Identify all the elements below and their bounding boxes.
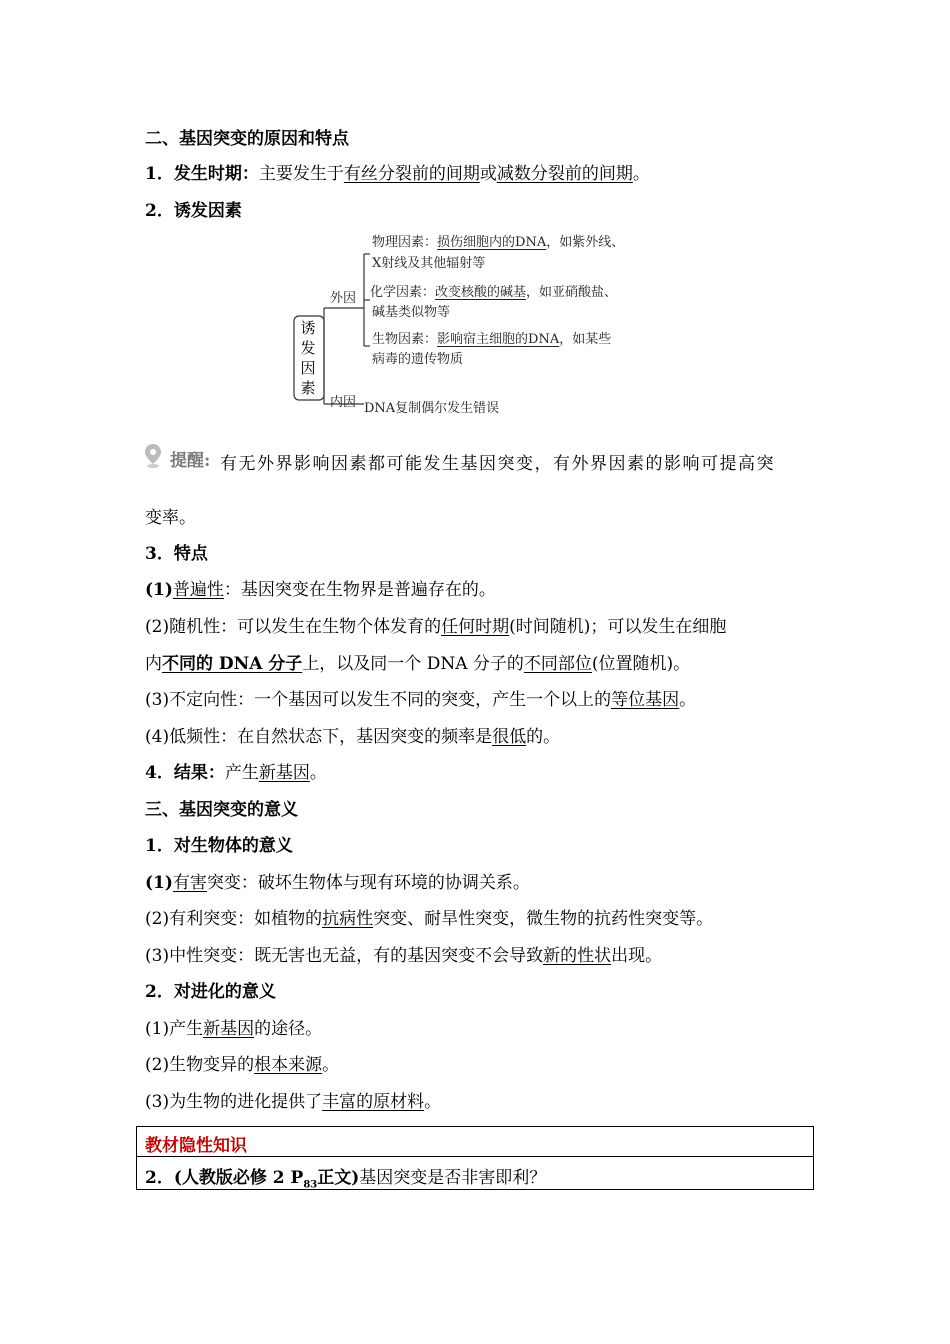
inducing-factors-title: 2．诱发因素 [145, 201, 242, 221]
physical-factor: 物理因素：损伤细胞内的DNA，如紫外线、 [372, 235, 625, 250]
tip-text-line1: 有无外界影响因素都可能发生基因突变，有外界因素的影响可提高突 [220, 454, 775, 474]
box-question: 2．(人教版必修 2 $P_{83}$正文)基因突变是否非害即利？ [145, 1168, 547, 1191]
evolution-point-3: (3)为生物的进化提供了丰富的原材料。 [145, 1092, 442, 1112]
feature-nondirectional: (3)不定向性：一个基因可以发生不同的突变，产生一个以上的等位基因。 [145, 690, 697, 710]
occurrence-label: 1．发生时期： [145, 164, 259, 184]
nondirectional-key: 等位基因 [611, 690, 680, 710]
inner-cause-text: DNA复制偶尔发生错误 [364, 401, 500, 416]
randomness-key-site: 不同部位 [523, 654, 592, 674]
evolution-key-1: 新基因 [203, 1019, 255, 1039]
occurrence-end: 。 [632, 164, 650, 184]
physical-factor-key: 损伤细胞内的DNA [437, 235, 547, 250]
chemical-factor-examples: 碱基类似物等 [372, 305, 451, 320]
mutation-result: 4．结果：产生新基因。 [145, 763, 327, 783]
occurrence-pre: 主要发生于 [258, 164, 344, 184]
low-frequency-key: 很低 [492, 727, 527, 747]
randomness-key-dna: 不同的 DNA 分子 [162, 654, 303, 674]
diagram-root: 诱发因素 [300, 319, 316, 397]
hidden-knowledge-box [136, 1126, 814, 1190]
evolution-key-2: 根本来源 [254, 1055, 323, 1075]
physical-factor-examples: X射线及其他辐射等 [372, 256, 486, 271]
evolution-key-3: 丰富的原材料 [322, 1092, 425, 1112]
neutral-mutation: (3)中性突变：既无害也无益，有的基因突变不会导致新的性状出现。 [145, 946, 663, 966]
occurrence-meiosis: 减数分裂前的间期 [496, 164, 633, 184]
beneficial-mutation: (2)有利突变：如植物的抗病性突变、耐旱性突变，微生物的抗药性突变等。 [145, 909, 714, 929]
evolution-point-2: (2)生物变异的根本来源。 [145, 1055, 340, 1075]
occurrence-mitosis: 有丝分裂前的间期 [343, 164, 480, 184]
evolution-point-1: (1)产生新基因的途径。 [145, 1019, 323, 1039]
significance-organism-title: 1．对生物体的意义 [145, 836, 293, 856]
diagram-inner-label: 内因 [330, 395, 357, 410]
tip-text-line2: 变率。 [145, 508, 196, 528]
harmful-mutation: (1)有害突变：破坏生物体与现有环境的协调关系。 [145, 873, 530, 893]
location-pin-icon [143, 443, 163, 469]
tip-label: 提醒: [170, 451, 211, 471]
neutral-key: 新的性状 [543, 946, 612, 966]
chemical-factor: 化学因素：改变核酸的碱基，如亚硝酸盐、 [370, 285, 618, 300]
section-2-title: 二、基因突变的原因和特点 [145, 129, 349, 149]
diagram-outer-label: 外因 [330, 291, 357, 306]
biological-factor-key: 影响宿主细胞的DNA [437, 332, 560, 347]
feature-randomness: (2)随机性：可以发生在生物个体发育的任何时期(时间随机)；可以发生在细胞 [145, 617, 727, 637]
randomness-key-time: 任何时期 [441, 617, 510, 637]
harmful-key: 有害 [172, 873, 207, 893]
beneficial-key: 抗病性 [322, 909, 374, 929]
biological-factor: 生物因素：影响宿主细胞的DNA，如某些 [372, 332, 612, 347]
box-header-row [137, 1127, 813, 1157]
feature-low-frequency: (4)低频性：在自然状态下，基因突变的频率是很低的。 [145, 727, 561, 747]
section-3-title: 三、基因突变的意义 [145, 800, 298, 820]
inducing-factors-diagram [290, 228, 690, 426]
result-key: 新基因 [258, 763, 310, 783]
feature-randomness-cont: 内不同的 DNA 分子上，以及同一个 DNA 分子的不同部位(位置随机)。 [145, 654, 691, 674]
box-title: 教材隐性知识 [145, 1136, 247, 1156]
occurrence-or: 或 [479, 164, 497, 184]
significance-evolution-title: 2．对进化的意义 [145, 982, 276, 1002]
features-title: 3．特点 [145, 544, 208, 564]
chemical-factor-key: 改变核酸的碱基 [435, 285, 527, 300]
biological-factor-examples: 病毒的遗传物质 [372, 352, 464, 367]
occurrence-period [145, 163, 650, 185]
feature-universality: (1)普遍性：基因突变在生物界是普遍存在的。 [145, 580, 496, 600]
universality-key: 普遍性 [172, 580, 224, 600]
